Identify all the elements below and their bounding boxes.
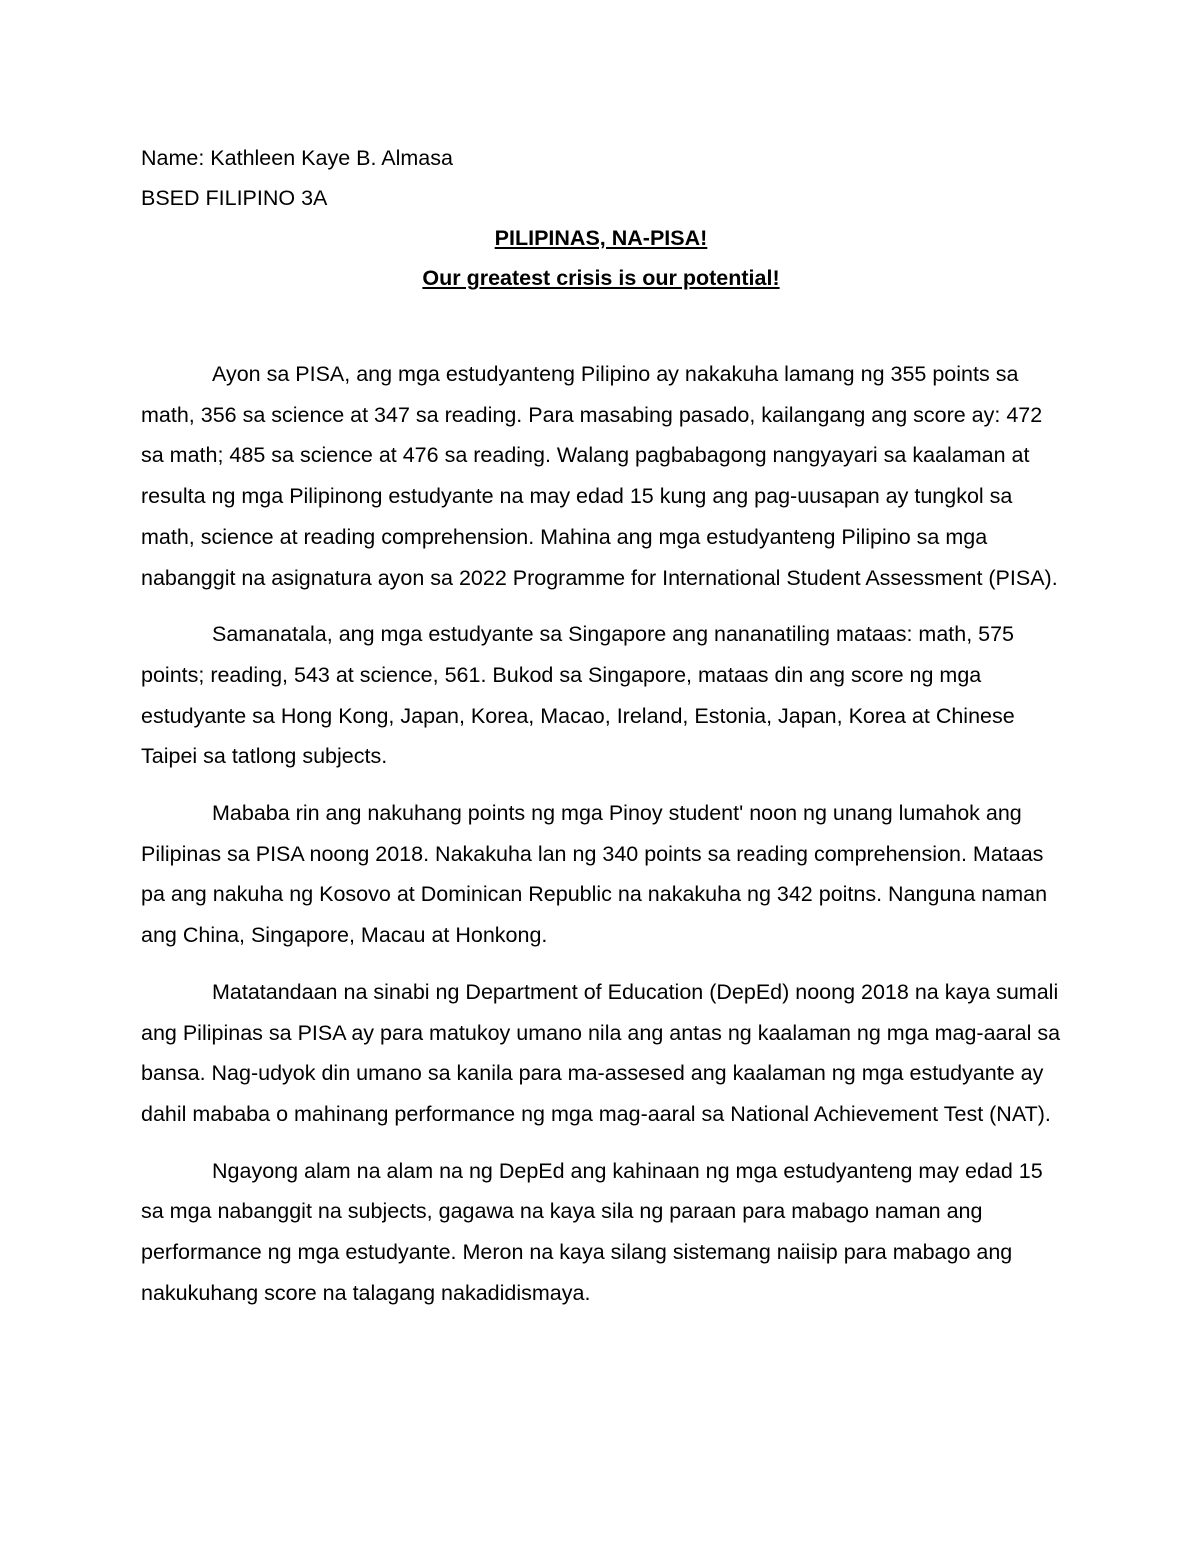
student-name: Name: Kathleen Kaye B. Almasa bbox=[141, 146, 453, 170]
paragraph-2: Samanatala, ang mga estudyante sa Singapore ang nananatiling mataas: math, 575 points; reading, 543 at science, 561. Bukod sa Singapore, mataas din ang score ng mga estudyante sa Hong Kong, Japan, Korea, Macao, Ireland, Estonia, Japan, Korea at Chinese Taipei sa tatlong subjects. bbox=[141, 622, 1015, 769]
paragraph-1: Ayon sa PISA, ang mga estudyanteng Pilipino ay nakakuha lamang ng 355 points sa math, 356 sa science at 347 sa reading. Para masabing pasado, kailangang ang score ay: 472 sa math; 485 sa science at 476 sa reading. Walang pagbabagong nangyayari sa kaalaman at resulta ng mga Pilipinong estudyante na may edad 15 kung ang pag-uusapan ay tungkol sa math, science at reading comprehension. Mahina ang mga estudyanteng Pilipino sa mga nabanggit na asignatura ayon sa 2022 Programme for International Student Assessment (PISA). bbox=[141, 362, 1058, 590]
paragraph-3: Mababa rin ang nakuhang points ng mga Pinoy student' noon ng unang lumahok ang Pilipinas sa PISA noong 2018. Nakakuha lan ng 340 points sa reading comprehension. Mataas pa ang nakuha ng Kosovo at Dominican Republic na nakakuha ng 342 poitns. Nanguna naman ang China, Singapore, Macau at Honkong. bbox=[141, 801, 1048, 948]
essay-title: PILIPINAS, NA-PISA! bbox=[494, 226, 708, 250]
paragraph-4: Matatandaan na sinabi ng Department of Education (DepEd) noong 2018 na kaya sumali ang Pilipinas sa PISA ay para matukoy umano nila ang antas ng kaalaman ng mga mag-aaral sa bansa. Nag-udyok din umano sa kanila para ma-assesed ang kaalaman ng mga estudyante ay dahil mababa o mahinang performance ng mga mag-aaral sa National Achievement Test (NAT). bbox=[141, 979, 1061, 1126]
course-section: BSED FILIPINO 3A bbox=[141, 186, 328, 210]
paragraph-5: Ngayong alam na alam na ng DepEd ang kahinaan ng mga estudyanteng may edad 15 sa mga nabanggit na subjects, gagawa na kaya sila ng paraan para mabago naman ang performance ng mga estudyante. Meron na kaya silang sistemang naiisip para mabago ang nakukuhang score na talagang nakadidismaya. bbox=[141, 1158, 1043, 1305]
title-spacer bbox=[141, 298, 1061, 354]
document-body bbox=[141, 138, 1061, 1329]
essay-subtitle: Our greatest crisis is our potential! bbox=[422, 266, 780, 290]
